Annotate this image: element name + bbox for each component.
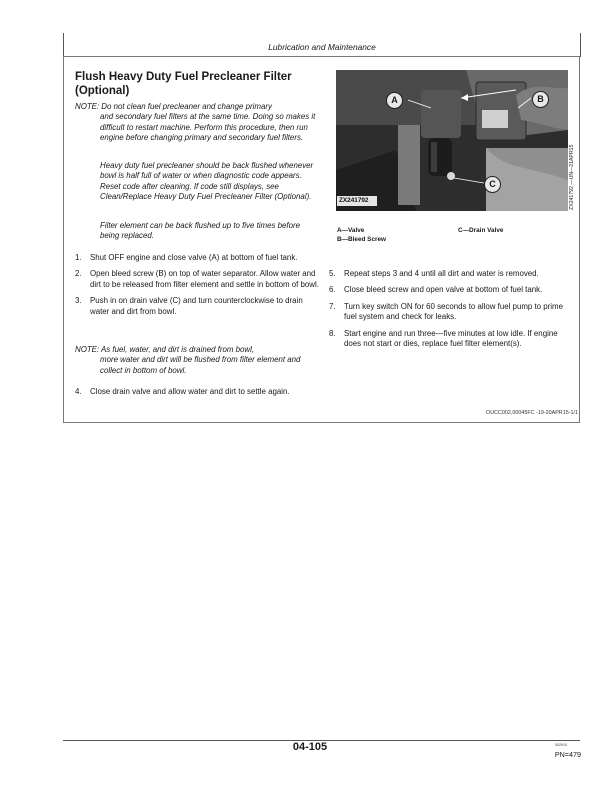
callout-a: A xyxy=(386,92,403,109)
callout-b: B xyxy=(532,91,549,108)
document-code: OUCC002,00045FC -19-20APR15-1/1 xyxy=(486,410,578,416)
note-body: more water and dirt will be flushed from filter element and collect in bottom of bowl. xyxy=(100,355,301,375)
note-draining xyxy=(75,345,320,376)
back-flush-paragraph: Heavy duty fuel precleaner should be back flushed whenever bowl is half full of water or when diagnostic code appears. Reset code after cleaning. If code still displays, see Clean/Replace Heavy Duty Fuel Precleaner Filter (Optional). xyxy=(100,161,314,202)
caption-drain-valve: C—Drain Valve xyxy=(458,227,504,234)
steps-list-right xyxy=(329,269,574,349)
callout-c: C xyxy=(484,176,501,193)
section-title-line2: (Optional) xyxy=(75,85,130,97)
photo-illustration xyxy=(336,70,568,211)
step-item: 5. Repeat steps 3 and 4 until all dirt and water is removed. xyxy=(329,269,539,278)
step-4 xyxy=(75,387,320,397)
note-lead: NOTE: As fuel, water, and dirt is drained from bowl, xyxy=(75,345,255,354)
steps-list-left xyxy=(75,253,320,317)
step-item: 7. Turn key switch ON for 60 seconds to allow fuel pump to prime fuel system and check for leaks. xyxy=(329,301,563,322)
note-lead: NOTE: Do not clean fuel precleaner and change primary xyxy=(75,102,272,111)
figure-label: ZX241792 xyxy=(339,197,369,204)
note-body: and secondary fuel filters at the same time. Doing so makes it difficult to restart machine. Perform this procedure, then run engine before changing primary and secondary fuel filters. xyxy=(100,112,316,143)
step-item: 1. Shut OFF engine and close valve (A) at bottom of fuel tank. xyxy=(75,253,298,262)
figure-side-id: ZX241792 —UN—21APR15 xyxy=(569,144,575,210)
step-item: 4. Close drain valve and allow water and dirt to settle again. xyxy=(75,387,290,396)
step-item: 2. Open bleed screw (B) on top of water separator. Allow water and dirt to be released from filter element and settle in bottom of bowl. xyxy=(75,269,319,289)
fuel-precleaner-photo xyxy=(336,70,568,211)
note-precleaner xyxy=(75,102,320,144)
caption-valve: A—Valve xyxy=(337,227,365,234)
step-item: 6. Close bleed screw and open valve at bottom of fuel tank. xyxy=(329,285,543,295)
section-title-line1: Flush Heavy Duty Fuel Precleaner Filter xyxy=(75,71,292,83)
step-item: 8. Start engine and run three—five minutes at low idle. If engine does not start or dies, replace fuel filter element(s). xyxy=(329,328,558,349)
caption-bleed-screw: B—Bleed Screw xyxy=(337,236,387,243)
running-header: Lubrication and Maintenance xyxy=(268,42,376,52)
filter-element-paragraph: Filter element can be back flushed up to five times before being replaced. xyxy=(100,221,301,241)
page-number: 04-105 xyxy=(292,741,328,753)
section-title xyxy=(75,70,325,98)
step-item: 3. Push in on drain valve (C) and turn counterclockwise to drain water and dirt from bowl. xyxy=(75,296,303,316)
part-number: PN=479 xyxy=(554,750,581,759)
footer-small-code: 052915 xyxy=(555,743,567,747)
